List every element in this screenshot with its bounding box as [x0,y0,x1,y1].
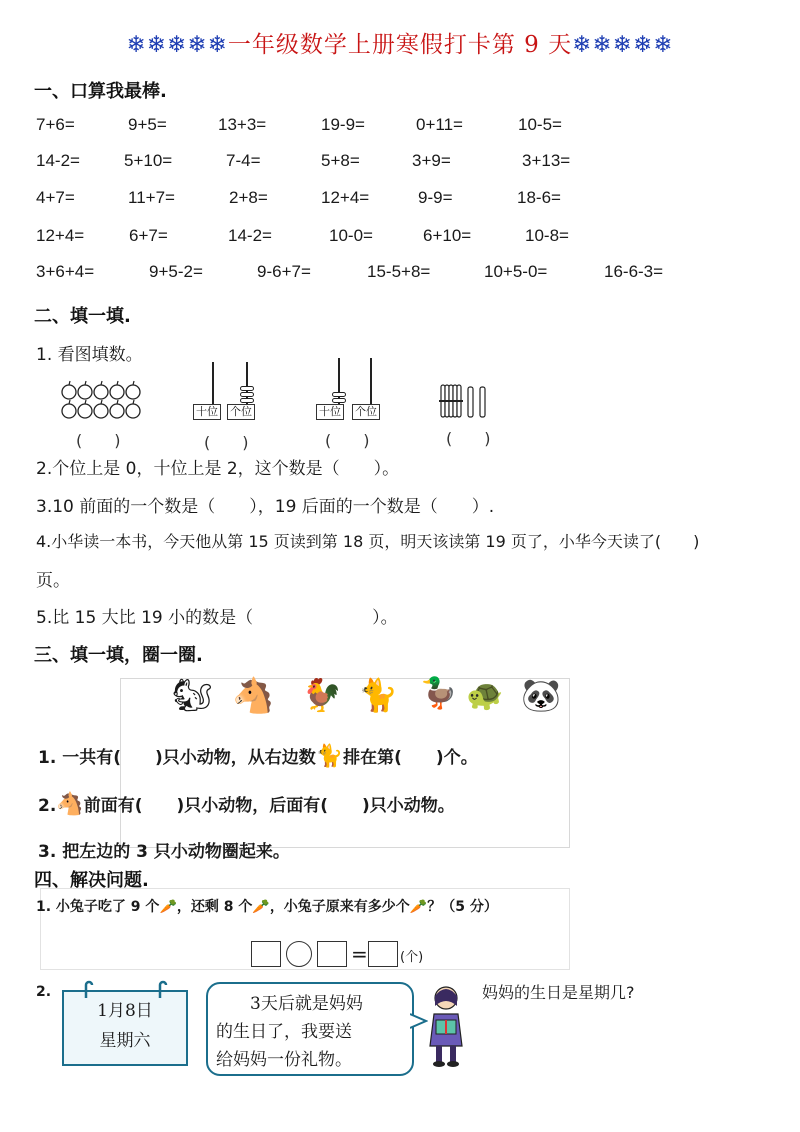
expr-r5-c2: 9+5-2= [149,262,203,281]
answer-blank-apples[interactable]: ( ) [76,431,121,450]
answer-blank-sticks[interactable]: ( ) [446,429,491,448]
carrot-icon: 🥕 [409,899,428,915]
question-2-2: 2.个位上是 0，十位上是 2，这个数是（ ）。 [36,459,400,479]
question-3-1-prefix [38,743,478,769]
title-text: 一年级数学上册寒假打卡第 9 天 [227,32,573,58]
question-3-1-text-end: 排在第( )个。 [343,748,478,768]
expr-r3-c5: 9-9= [418,188,453,207]
expr-r2-c2: 5+10= [124,151,173,170]
abacus-1-bead [240,398,254,403]
problem-1-part-c: ，小兔子原来有多少个 [269,899,410,915]
girl-holding-gift-icon [420,984,472,1068]
expr-r1-c4: 19-9= [321,115,365,134]
snowflake-right-icon: ❄❄❄❄❄ [572,32,674,58]
expr-r3-c2: 11+7= [128,188,175,207]
speech-line-2: 的生日了，我要送 [216,1022,352,1042]
apple-group-icon [60,380,146,424]
equation-box-1[interactable] [251,941,281,967]
speech-line-3: 给妈妈一份礼物。 [216,1050,352,1070]
problem-1-text [36,896,498,916]
cat-inline-icon: 🐈 [315,744,344,769]
question-2-1: 1. 看图填数。 [36,345,143,365]
section1-heading: 一、口算我最棒. [34,81,167,102]
abacus-1-tens-rod [212,362,214,404]
expr-r4-c6: 10-8= [525,226,569,245]
answer-blank-abacus-1[interactable]: ( ) [204,433,249,452]
section4-heading: 四、解决问题. [34,870,149,891]
abacus-2-bead [332,398,346,403]
expr-r3-c6: 18-6= [517,188,561,207]
calendar-date: 1月8日 [97,1001,153,1021]
problem-1-part-b: ，还剩 8 个 [176,899,253,915]
page-title [0,26,800,59]
abacus-1-bead [240,392,254,397]
problem-2-question: 妈妈的生日是星期几? [482,983,635,1002]
panda-icon: 🐼 [521,676,561,714]
carrot-icon: 🥕 [159,899,177,915]
answer-blank-abacus-2[interactable]: ( ) [325,431,370,450]
expr-r5-c3: 9-6+7= [257,262,311,281]
expr-r2-c6: 3+13= [522,151,571,170]
cat-icon: 🐈 [358,676,398,714]
duck-icon: 🦆 [420,676,458,711]
expr-r4-c1: 12+4= [36,226,85,245]
question-3-2-num: 2. [38,796,57,816]
equation-box-2[interactable] [317,941,347,967]
snowflake-left-icon: ❄❄❄❄❄ [126,32,228,58]
expr-r1-c5: 0+11= [416,115,463,134]
section3-heading: 三、填一填，圈一圈. [34,645,203,666]
question-3-1-text: 1. 一共有( )只小动物，从右边数 [38,748,316,768]
expr-r3-c1: 4+7= [36,188,75,207]
expr-r3-c3: 2+8= [229,188,268,207]
abacus-1-tens-label: 十位 [193,404,221,420]
expr-r1-c1: 7+6= [36,115,75,134]
equals-sign: = [351,942,368,966]
question-3-3: 3. 把左边的 3 只小动物圈起来。 [38,842,290,862]
unit-label: (个) [400,950,424,965]
equation-answer-box[interactable] [368,941,398,967]
expr-r4-c3: 14-2= [228,226,272,245]
expr-r4-c4: 10-0= [329,226,373,245]
expr-r5-c6: 16-6-3= [604,262,664,281]
turtle-icon: 🐢 [466,678,504,713]
question-2-5: 5.比 15 大比 19 小的数是（ ）。 [36,608,398,628]
horse-icon: 🐴 [232,676,275,716]
expr-r5-c5: 10+5-0= [484,262,548,281]
question-2-4-line2: 页。 [36,571,70,591]
section2-heading: 二、填一填. [34,306,131,327]
problem-1-part-a: 1. 小兔子吃了 9 个 [36,899,160,915]
rooster-icon: 🐓 [302,676,342,714]
abacus-2-tens-label: 十位 [316,404,344,420]
calendar-weekday: 星期六 [99,1031,151,1051]
expr-r5-c1: 3+6+4= [36,262,95,281]
question-3-2 [38,791,455,817]
abacus-2-ones-rod [370,358,372,404]
abacus-2-ones-label: 个位 [352,404,380,420]
expr-r5-c4: 15-5+8= [367,262,431,281]
equation-operator-circle[interactable] [286,941,312,967]
horse-inline-icon: 🐴 [56,792,84,817]
expr-r4-c5: 6+10= [423,226,472,245]
question-3-2-text: 前面有( )只小动物，后面有( )只小动物。 [83,796,455,816]
expr-r2-c1: 14-2= [36,151,80,170]
abacus-1-bead [240,386,254,391]
expr-r1-c6: 10-5= [518,115,562,134]
problem-2-number: 2. [36,984,52,1000]
speech-line-1: 3天后就是妈妈 [250,994,363,1014]
expr-r2-c4: 5+8= [321,151,360,170]
stick-bundle-icon [438,383,498,419]
abacus-2-bead [332,392,346,397]
problem-1-part-d: ？（5 分） [427,899,498,915]
expr-r3-c4: 12+4= [321,188,370,207]
expr-r4-c2: 6+7= [129,226,168,245]
abacus-1-ones-label: 个位 [227,404,255,420]
carrot-icon: 🥕 [252,899,270,915]
question-2-3: 3.10 前面的一个数是（ ），19 后面的一个数是（ ）. [36,497,495,517]
expr-r1-c2: 9+5= [128,115,167,134]
question-2-4-line1: 4.小华读一本书，今天他从第 15 页读到第 18 页，明天该读第 19 页了，小华今天读了( ) [36,532,700,551]
expr-r2-c3: 7-4= [226,151,261,170]
expr-r1-c3: 13+3= [218,115,267,134]
expr-r2-c5: 3+9= [412,151,451,170]
squirrel-icon: 🐿 [172,676,213,714]
